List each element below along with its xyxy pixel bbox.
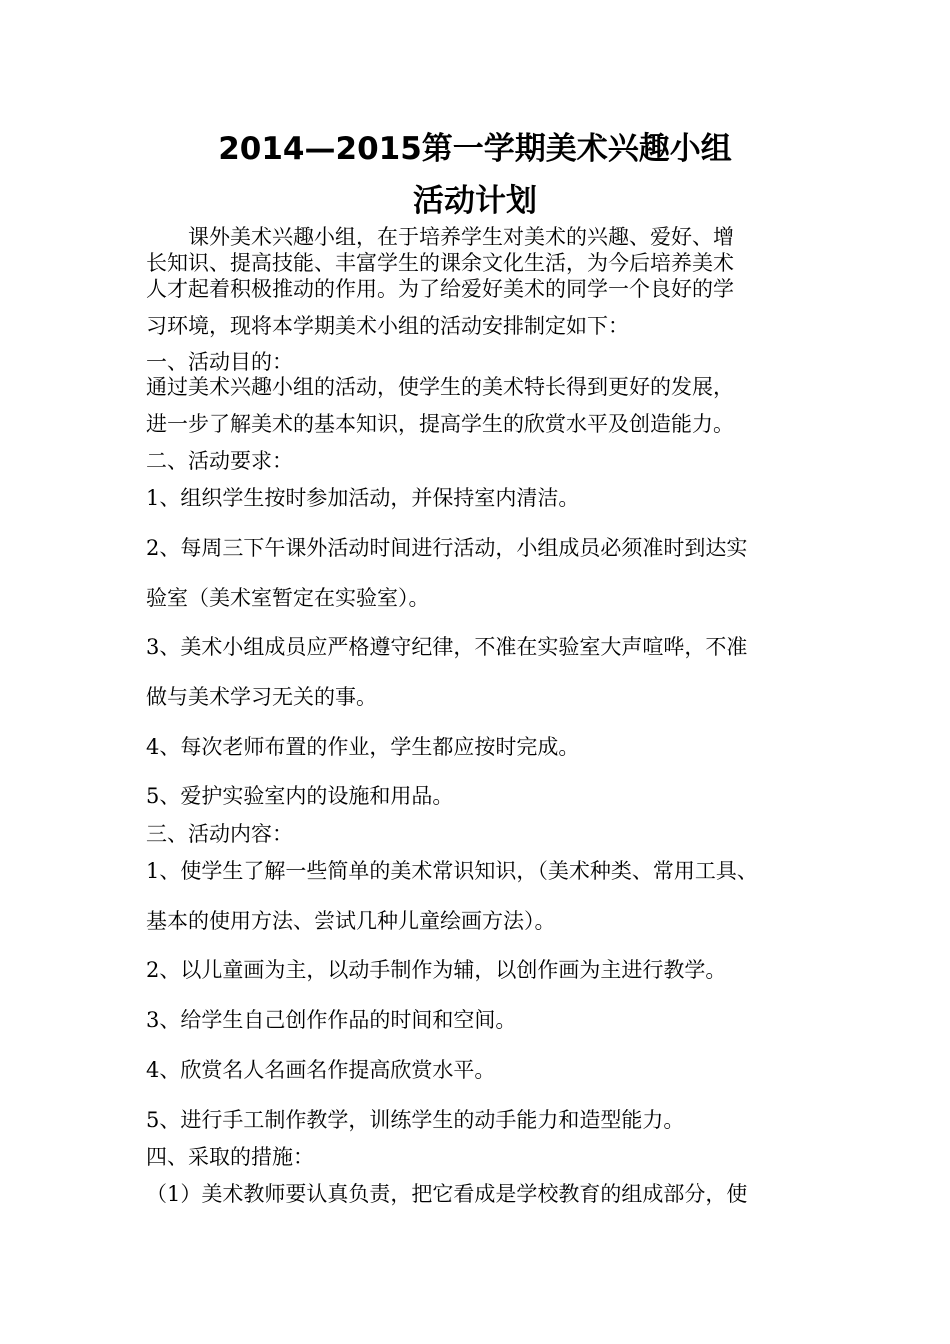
section-heading: 四、采取的措施： <box>146 1145 314 1169</box>
list-item: 1、使学生了解一些简单的美术常识知识，（美术种类、常用工具、 <box>146 859 758 883</box>
list-item: 3、美术小组成员应严格遵守纪律，不准在实验室大声喧哗，不准 <box>146 635 748 659</box>
paragraph-line: 进一步了解美术的基本知识，提高学生的欣赏水平及创造能力。 <box>146 412 734 436</box>
paragraph-line: 人才起着积极推动的作用。为了给爱好美术的同学一个良好的学 <box>146 277 734 301</box>
list-item: 验室（美术室暂定在实验室）。 <box>146 586 430 610</box>
list-item: 2、每周三下午课外活动时间进行活动，小组成员必须准时到达实 <box>146 536 748 560</box>
list-item: （1）美术教师要认真负责，把它看成是学校教育的组成部分，使 <box>146 1182 748 1206</box>
paragraph-line: 长知识、提高技能、丰富学生的课余文化生活，为今后培养美术 <box>146 251 734 275</box>
paragraph-line: 习环境，现将本学期美术小组的活动安排制定如下： <box>146 314 629 338</box>
document-title: 2014—2015第一学期美术兴趣小组 <box>218 131 732 167</box>
list-item: 4、每次老师布置的作业，学生都应按时完成。 <box>146 735 580 759</box>
section-heading: 一、活动目的： <box>146 350 293 374</box>
list-item: 做与美术学习无关的事。 <box>146 685 377 709</box>
section-heading: 二、活动要求： <box>146 449 293 473</box>
paragraph-line: 通过美术兴趣小组的活动，使学生的美术特长得到更好的发展， <box>146 375 734 399</box>
list-item: 2、以儿童画为主，以动手制作为辅，以创作画为主进行教学。 <box>146 958 727 982</box>
document-subtitle: 活动计划 <box>413 183 537 219</box>
list-item: 3、给学生自己创作作品的时间和空间。 <box>146 1008 517 1032</box>
paragraph-line: 课外美术兴趣小组，在于培养学生对美术的兴趣、爱好、增 <box>146 225 734 249</box>
list-item: 5、爱护实验室内的设施和用品。 <box>146 784 454 808</box>
list-item: 4、欣赏名人名画名作提高欣赏水平。 <box>146 1058 496 1082</box>
list-item: 基本的使用方法、尝试几种儿童绘画方法）。 <box>146 909 556 933</box>
list-item: 1、组织学生按时参加活动，并保持室内清洁。 <box>146 486 580 510</box>
list-item: 5、进行手工制作教学，训练学生的动手能力和造型能力。 <box>146 1108 685 1132</box>
section-heading: 三、活动内容： <box>146 822 293 846</box>
